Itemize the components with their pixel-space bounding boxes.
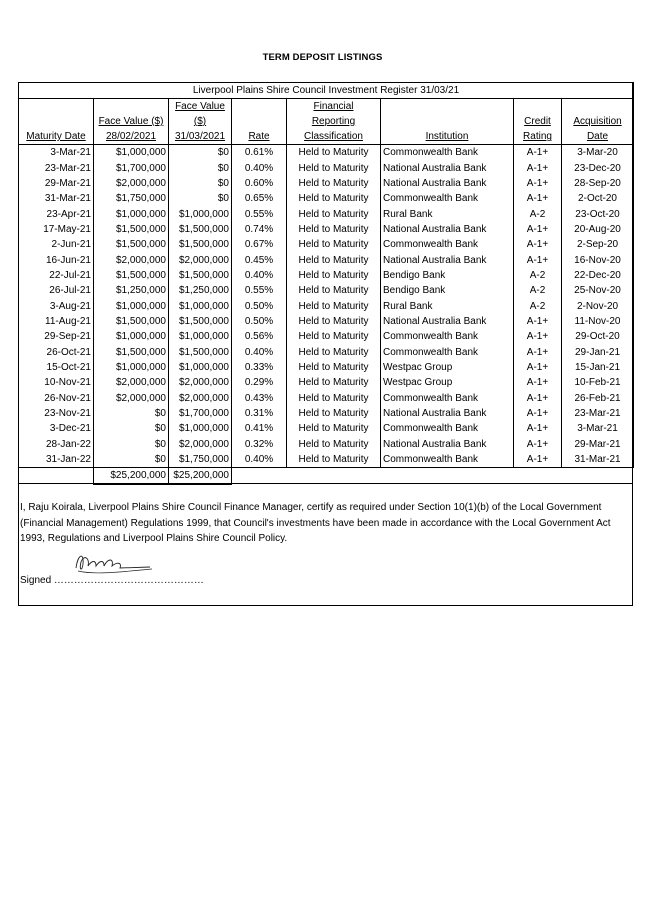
institution-cell: Commonwealth Bank: [381, 344, 514, 359]
table-row: [19, 360, 634, 375]
institution-cell: National Australia Bank: [381, 437, 514, 452]
totals-row: [19, 468, 634, 484]
maturity-date-cell: 3-Aug-21: [19, 298, 94, 313]
institution-cell: Westpac Group: [381, 375, 514, 390]
credit-rating-cell: A-2: [514, 268, 562, 283]
credit-rating-cell: A-1+: [514, 406, 562, 421]
maturity-date-cell: 29-Sep-21: [19, 329, 94, 344]
rate-cell: 0.40%: [232, 268, 287, 283]
face-value-curr-cell: $0: [169, 160, 232, 175]
institution-cell: Commonwealth Bank: [381, 421, 514, 436]
credit-rating-cell: A-1+: [514, 160, 562, 175]
table-row: [19, 206, 634, 221]
table-row: [19, 314, 634, 329]
credit-rating-cell: A-2: [514, 283, 562, 298]
institution-cell: Commonwealth Bank: [381, 391, 514, 406]
rate-cell: 0.50%: [232, 298, 287, 313]
face-value-prev-cell: $1,500,000: [94, 268, 169, 283]
header-cell: Date: [562, 129, 634, 145]
header-cell: [232, 114, 287, 129]
face-value-prev-cell: $1,500,000: [94, 314, 169, 329]
face-value-curr-cell: $2,000,000: [169, 437, 232, 452]
acquisition-date-cell: 3-Mar-20: [562, 145, 634, 161]
rate-cell: 0.65%: [232, 191, 287, 206]
classification-cell: Held to Maturity: [287, 329, 381, 344]
classification-cell: Held to Maturity: [287, 406, 381, 421]
institution-cell: Commonwealth Bank: [381, 329, 514, 344]
institution-cell: National Australia Bank: [381, 160, 514, 175]
header-cell: Face Value: [169, 99, 232, 115]
page-heading: TERM DEPOSIT LISTINGS: [262, 52, 383, 63]
rate-cell: 0.67%: [232, 237, 287, 252]
maturity-date-cell: 28-Jan-22: [19, 437, 94, 452]
divider: [18, 483, 633, 484]
header-cell: 28/02/2021: [94, 129, 169, 145]
rate-cell: 0.29%: [232, 375, 287, 390]
face-value-prev-cell: $0: [94, 437, 169, 452]
acquisition-date-cell: 23-Dec-20: [562, 160, 634, 175]
header-cell: ($): [169, 114, 232, 129]
total-face-value-prev: $25,200,000: [94, 468, 169, 484]
classification-cell: Held to Maturity: [287, 252, 381, 267]
institution-cell: Rural Bank: [381, 206, 514, 221]
acquisition-date-cell: 29-Mar-21: [562, 437, 634, 452]
header-cell: Rate: [232, 129, 287, 145]
maturity-date-cell: 31-Mar-21: [19, 191, 94, 206]
acquisition-date-cell: 29-Oct-20: [562, 329, 634, 344]
acquisition-date-cell: 29-Jan-21: [562, 344, 634, 359]
face-value-curr-cell: $2,000,000: [169, 252, 232, 267]
classification-cell: Held to Maturity: [287, 452, 381, 468]
face-value-curr-cell: $1,500,000: [169, 222, 232, 237]
institution-cell: Commonwealth Bank: [381, 237, 514, 252]
face-value-curr-cell: $1,000,000: [169, 329, 232, 344]
maturity-date-cell: 26-Nov-21: [19, 391, 94, 406]
table-row: [19, 145, 634, 161]
institution-cell: National Australia Bank: [381, 222, 514, 237]
institution-cell: National Australia Bank: [381, 314, 514, 329]
maturity-date-cell: 22-Jul-21: [19, 268, 94, 283]
acquisition-date-cell: 2-Nov-20: [562, 298, 634, 313]
table-row: [19, 391, 634, 406]
classification-cell: Held to Maturity: [287, 391, 381, 406]
header-cell: [514, 99, 562, 115]
maturity-date-cell: 3-Mar-21: [19, 145, 94, 161]
face-value-prev-cell: $1,700,000: [94, 160, 169, 175]
credit-rating-cell: A-1+: [514, 421, 562, 436]
credit-rating-cell: A-1+: [514, 329, 562, 344]
classification-cell: Held to Maturity: [287, 237, 381, 252]
table-row: [19, 237, 634, 252]
institution-cell: Bendigo Bank: [381, 268, 514, 283]
table-row: [19, 222, 634, 237]
table-row: [19, 452, 634, 468]
acquisition-date-cell: 11-Nov-20: [562, 314, 634, 329]
header-cell: [232, 99, 287, 115]
acquisition-date-cell: 2-Sep-20: [562, 237, 634, 252]
register-title: Liverpool Plains Shire Council Investment Register 31/03/21: [19, 83, 634, 99]
face-value-curr-cell: $1,700,000: [169, 406, 232, 421]
credit-rating-cell: A-1+: [514, 344, 562, 359]
classification-cell: Held to Maturity: [287, 298, 381, 313]
credit-rating-cell: A-1+: [514, 176, 562, 191]
face-value-curr-cell: $1,000,000: [169, 421, 232, 436]
certification-text: I, Raju Koirala, Liverpool Plains Shire Council Finance Manager, certify as required under Section 10(1)(b) of the Local Government (Financial Management) Regulations 1999, that Council's investments have been made in accordance with the Local Government Act 1993, Regulations and Liverpool Plains Shire Council Policy.: [20, 502, 611, 544]
face-value-curr-cell: $0: [169, 176, 232, 191]
institution-cell: Bendigo Bank: [381, 283, 514, 298]
face-value-prev-cell: $1,500,000: [94, 237, 169, 252]
table-row: [19, 421, 634, 436]
rate-cell: 0.32%: [232, 437, 287, 452]
header-cell: [19, 99, 94, 115]
face-value-curr-cell: $2,000,000: [169, 391, 232, 406]
signed-line: Signed ………………………………………: [20, 575, 204, 586]
face-value-prev-cell: $2,000,000: [94, 176, 169, 191]
acquisition-date-cell: 31-Mar-21: [562, 452, 634, 468]
table-row: [19, 252, 634, 267]
table-row: [19, 268, 634, 283]
header-cell: Maturity Date: [19, 129, 94, 145]
header-cell: [19, 114, 94, 129]
face-value-curr-cell: $0: [169, 191, 232, 206]
table-row: [19, 160, 634, 175]
rate-cell: 0.41%: [232, 421, 287, 436]
credit-rating-cell: A-1+: [514, 314, 562, 329]
credit-rating-cell: A-1+: [514, 222, 562, 237]
maturity-date-cell: 10-Nov-21: [19, 375, 94, 390]
maturity-date-cell: 15-Oct-21: [19, 360, 94, 375]
face-value-curr-cell: $1,250,000: [169, 283, 232, 298]
classification-cell: Held to Maturity: [287, 176, 381, 191]
maturity-date-cell: 31-Jan-22: [19, 452, 94, 468]
face-value-curr-cell: $1,000,000: [169, 360, 232, 375]
maturity-date-cell: 16-Jun-21: [19, 252, 94, 267]
table-row: [19, 406, 634, 421]
face-value-prev-cell: $0: [94, 452, 169, 468]
empty-cell: [514, 468, 562, 484]
maturity-date-cell: 2-Jun-21: [19, 237, 94, 252]
rate-cell: 0.74%: [232, 222, 287, 237]
credit-rating-cell: A-1+: [514, 360, 562, 375]
acquisition-date-cell: 26-Feb-21: [562, 391, 634, 406]
classification-cell: Held to Maturity: [287, 421, 381, 436]
face-value-curr-cell: $1,500,000: [169, 268, 232, 283]
table-row: [19, 375, 634, 390]
header-cell: Institution: [381, 129, 514, 145]
face-value-prev-cell: $1,000,000: [94, 206, 169, 221]
total-face-value-curr: $25,200,000: [169, 468, 232, 484]
classification-cell: Held to Maturity: [287, 283, 381, 298]
face-value-prev-cell: $1,000,000: [94, 298, 169, 313]
header-cell: [94, 99, 169, 115]
credit-rating-cell: A-1+: [514, 375, 562, 390]
rate-cell: 0.31%: [232, 406, 287, 421]
rate-cell: 0.33%: [232, 360, 287, 375]
classification-cell: Held to Maturity: [287, 375, 381, 390]
investment-register-table: [18, 82, 634, 485]
face-value-curr-cell: $0: [169, 145, 232, 161]
table-row: [19, 283, 634, 298]
acquisition-date-cell: 25-Nov-20: [562, 283, 634, 298]
table-row: [19, 344, 634, 359]
maturity-date-cell: 26-Jul-21: [19, 283, 94, 298]
institution-cell: National Australia Bank: [381, 252, 514, 267]
rate-cell: 0.60%: [232, 176, 287, 191]
header-cell: [562, 99, 634, 115]
classification-cell: Held to Maturity: [287, 314, 381, 329]
empty-cell: [232, 468, 287, 484]
classification-cell: Held to Maturity: [287, 145, 381, 161]
acquisition-date-cell: 3-Mar-21: [562, 421, 634, 436]
face-value-curr-cell: $1,000,000: [169, 298, 232, 313]
classification-cell: Held to Maturity: [287, 222, 381, 237]
table-row: [19, 329, 634, 344]
rate-cell: 0.40%: [232, 160, 287, 175]
credit-rating-cell: A-1+: [514, 237, 562, 252]
header-cell: Financial: [287, 99, 381, 115]
maturity-date-cell: 11-Aug-21: [19, 314, 94, 329]
credit-rating-cell: A-1+: [514, 191, 562, 206]
rate-cell: 0.50%: [232, 314, 287, 329]
header-cell: Face Value ($): [94, 114, 169, 129]
face-value-prev-cell: $0: [94, 421, 169, 436]
credit-rating-cell: A-1+: [514, 252, 562, 267]
classification-cell: Held to Maturity: [287, 268, 381, 283]
maturity-date-cell: 23-Mar-21: [19, 160, 94, 175]
header-cell: Rating: [514, 129, 562, 145]
table-row: [19, 176, 634, 191]
institution-cell: National Australia Bank: [381, 176, 514, 191]
face-value-curr-cell: $1,500,000: [169, 237, 232, 252]
maturity-date-cell: 26-Oct-21: [19, 344, 94, 359]
face-value-prev-cell: $1,000,000: [94, 329, 169, 344]
rate-cell: 0.55%: [232, 283, 287, 298]
acquisition-date-cell: 28-Sep-20: [562, 176, 634, 191]
maturity-date-cell: 23-Nov-21: [19, 406, 94, 421]
credit-rating-cell: A-1+: [514, 437, 562, 452]
empty-cell: [19, 468, 94, 484]
classification-cell: Held to Maturity: [287, 191, 381, 206]
rate-cell: 0.55%: [232, 206, 287, 221]
maturity-date-cell: 17-May-21: [19, 222, 94, 237]
credit-rating-cell: A-1+: [514, 391, 562, 406]
classification-cell: Held to Maturity: [287, 160, 381, 175]
header-cell: Credit: [514, 114, 562, 129]
acquisition-date-cell: 2-Oct-20: [562, 191, 634, 206]
header-cell: 31/03/2021: [169, 129, 232, 145]
header-cell: [381, 114, 514, 129]
face-value-prev-cell: $1,000,000: [94, 360, 169, 375]
institution-cell: Westpac Group: [381, 360, 514, 375]
classification-cell: Held to Maturity: [287, 206, 381, 221]
face-value-curr-cell: $1,750,000: [169, 452, 232, 468]
face-value-prev-cell: $1,000,000: [94, 145, 169, 161]
rate-cell: 0.40%: [232, 344, 287, 359]
institution-cell: National Australia Bank: [381, 406, 514, 421]
acquisition-date-cell: 10-Feb-21: [562, 375, 634, 390]
header-cell: Reporting: [287, 114, 381, 129]
header-cell: Classification: [287, 129, 381, 145]
face-value-prev-cell: $1,250,000: [94, 283, 169, 298]
acquisition-date-cell: 23-Oct-20: [562, 206, 634, 221]
face-value-curr-cell: $1,500,000: [169, 344, 232, 359]
acquisition-date-cell: 20-Aug-20: [562, 222, 634, 237]
acquisition-date-cell: 23-Mar-21: [562, 406, 634, 421]
acquisition-date-cell: 15-Jan-21: [562, 360, 634, 375]
institution-cell: Commonwealth Bank: [381, 191, 514, 206]
rate-cell: 0.61%: [232, 145, 287, 161]
acquisition-date-cell: 22-Dec-20: [562, 268, 634, 283]
face-value-prev-cell: $1,500,000: [94, 222, 169, 237]
rate-cell: 0.40%: [232, 452, 287, 468]
credit-rating-cell: A-2: [514, 206, 562, 221]
maturity-date-cell: 23-Apr-21: [19, 206, 94, 221]
empty-cell: [381, 468, 514, 484]
maturity-date-cell: 3-Dec-21: [19, 421, 94, 436]
maturity-date-cell: 29-Mar-21: [19, 176, 94, 191]
credit-rating-cell: A-1+: [514, 452, 562, 468]
rate-cell: 0.56%: [232, 329, 287, 344]
face-value-prev-cell: $2,000,000: [94, 375, 169, 390]
face-value-prev-cell: $0: [94, 406, 169, 421]
face-value-prev-cell: $2,000,000: [94, 391, 169, 406]
face-value-prev-cell: $1,750,000: [94, 191, 169, 206]
credit-rating-cell: A-1+: [514, 145, 562, 161]
institution-cell: Commonwealth Bank: [381, 145, 514, 161]
face-value-curr-cell: $1,500,000: [169, 314, 232, 329]
face-value-curr-cell: $1,000,000: [169, 206, 232, 221]
table-row: [19, 437, 634, 452]
face-value-prev-cell: $2,000,000: [94, 252, 169, 267]
face-value-curr-cell: $2,000,000: [169, 375, 232, 390]
classification-cell: Held to Maturity: [287, 437, 381, 452]
face-value-prev-cell: $1,500,000: [94, 344, 169, 359]
table-row: [19, 298, 634, 313]
acquisition-date-cell: 16-Nov-20: [562, 252, 634, 267]
classification-cell: Held to Maturity: [287, 360, 381, 375]
institution-cell: Rural Bank: [381, 298, 514, 313]
credit-rating-cell: A-2: [514, 298, 562, 313]
table-row: [19, 191, 634, 206]
classification-cell: Held to Maturity: [287, 344, 381, 359]
rate-cell: 0.45%: [232, 252, 287, 267]
empty-cell: [562, 468, 634, 484]
rate-cell: 0.43%: [232, 391, 287, 406]
institution-cell: Commonwealth Bank: [381, 452, 514, 468]
header-cell: Acquisition: [562, 114, 634, 129]
signature-image: [70, 548, 160, 578]
empty-cell: [287, 468, 381, 484]
header-cell: [381, 99, 514, 115]
